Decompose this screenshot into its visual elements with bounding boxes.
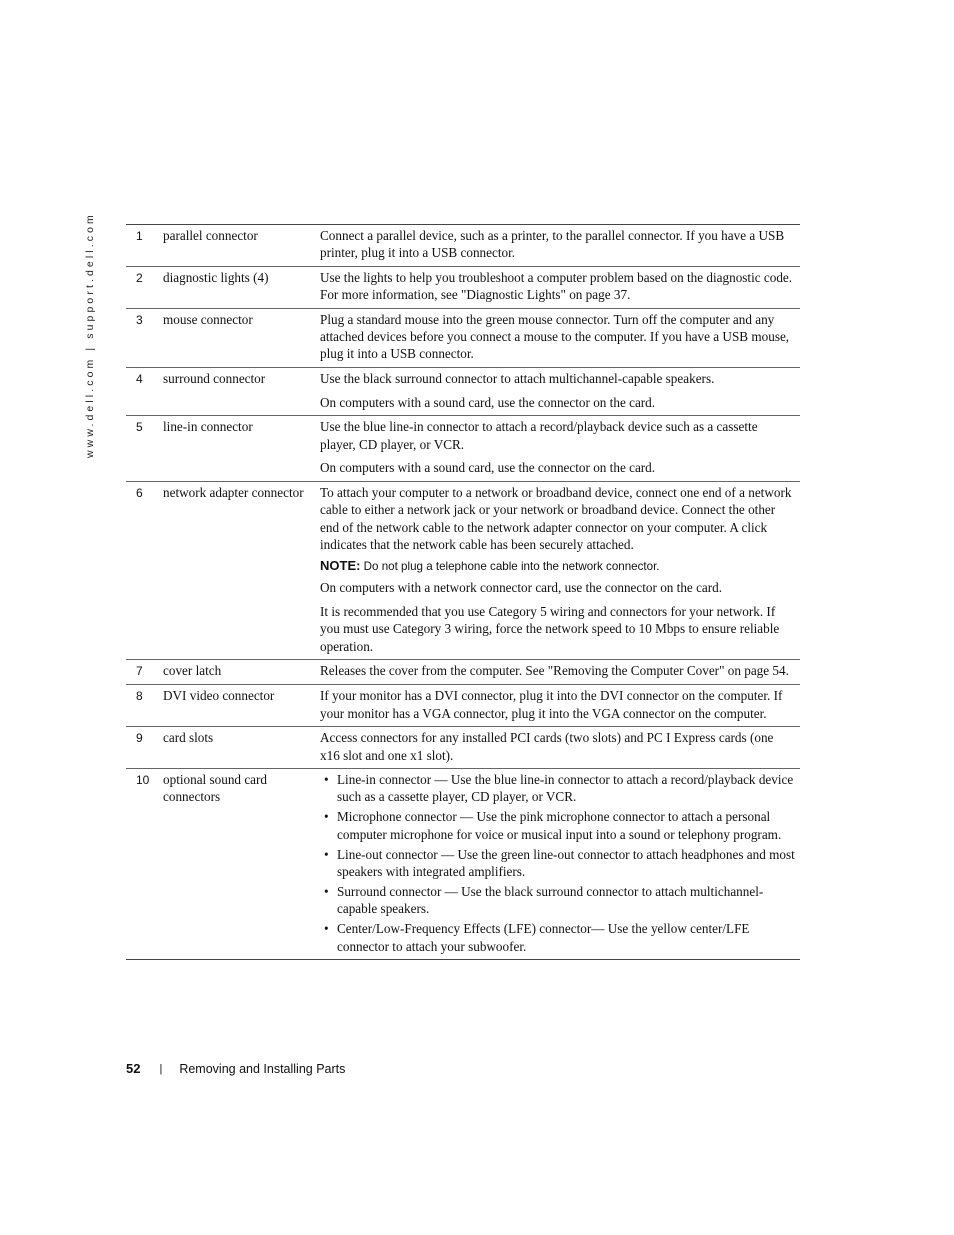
connector-table <box>126 224 800 960</box>
row-number: 8 <box>136 689 143 704</box>
footer-separator: | <box>159 1062 163 1075</box>
connector-description <box>320 370 800 411</box>
row-number: 9 <box>136 731 143 746</box>
description-paragraph: It is recommended that you use Category 5 wiring and connectors for your network. If you must use Category 3 wiring, force the network speed to 10 Mbps to ensure reliable operation. <box>320 603 780 654</box>
table-row <box>126 225 800 266</box>
table-row <box>126 726 800 768</box>
list-item: • Line-in connector — Use the blue line-in connector to attach a record/playback device such as a cassette player, CD player, or VCR. <box>320 771 796 806</box>
connector-description <box>320 269 800 304</box>
list-item: • Line-out connector — Use the green line-out connector to attach headphones and most speakers with integrated amplifiers. <box>320 846 796 881</box>
row-number: 3 <box>136 312 143 327</box>
connector-name: card slots <box>163 730 214 746</box>
table-row <box>126 684 800 726</box>
connector-name: line-in connector <box>163 419 253 435</box>
table-row <box>126 367 800 415</box>
row-number: 6 <box>136 485 143 500</box>
connector-name: surround connector <box>163 370 266 386</box>
table-row <box>126 266 800 308</box>
table-row <box>126 415 800 481</box>
description-paragraph: If your monitor has a DVI connector, plug it into the DVI connector on the computer. If your monitor has a VGA connector, plug it into the VGA connector on the computer. <box>320 688 783 721</box>
connector-name: parallel connector <box>163 228 258 243</box>
list-item: • Surround connector — Use the black surround connector to attach multichannel-capable speakers. <box>320 883 796 918</box>
connector-name: network adapter connector <box>163 484 304 500</box>
table-row <box>126 768 800 959</box>
description-paragraph: Access connectors for any installed PCI cards (two slots) and PC I Express cards (one x16 slot and one x1 slot). <box>320 730 774 763</box>
description-paragraph: On computers with a sound card, use the connector on the card. <box>320 460 656 476</box>
description-paragraph: Use the black surround connector to attach multichannel-capable speakers. <box>320 370 715 386</box>
connector-description <box>320 227 800 262</box>
page-number: 52 <box>126 1061 141 1076</box>
row-number: 7 <box>136 664 143 679</box>
list-item: • Center/Low-Frequency Effects (LFE) connector— Use the yellow center/LFE connector to attach your subwoofer. <box>320 920 796 955</box>
connector-description <box>320 484 800 655</box>
table-row <box>126 481 800 659</box>
description-paragraph: Plug a standard mouse into the green mouse connector. Turn off the computer and any attached devices before you connect a mouse to the computer. If you have a USB mouse, plug it into a USB connector. <box>320 311 790 362</box>
connector-name: diagnostic lights (4) <box>163 269 269 285</box>
note-text: Do not plug a telephone cable into the network connector. <box>360 559 660 573</box>
description-paragraph: Connect a parallel device, such as a printer, to the parallel connector. If you have a USB printer, plug it into a USB connector. <box>320 228 785 261</box>
side-url-text: www.dell.com | support.dell.com <box>84 212 96 458</box>
section-title: Removing and Installing Parts <box>179 1061 346 1076</box>
connector-description <box>320 662 800 680</box>
page-footer <box>126 1061 345 1076</box>
connector-description <box>320 771 800 955</box>
description-paragraph: Releases the cover from the computer. See "Removing the Computer Cover" on page 54. <box>320 663 789 679</box>
connector-description <box>320 418 800 477</box>
row-number: 4 <box>136 371 143 386</box>
description-paragraph: Use the lights to help you troubleshoot a computer problem based on the diagnostic code. For more information, see "Diagnostic Lights" on page 37. <box>320 269 793 303</box>
connector-name: mouse connector <box>163 311 253 327</box>
bullet-list <box>320 771 796 955</box>
note <box>320 557 796 575</box>
row-number: 1 <box>136 229 143 243</box>
description-paragraph: On computers with a network connector card, use the connector on the card. <box>320 579 723 595</box>
list-item: • Microphone connector — Use the pink microphone connector to attach a personal computer microphone for voice or musical input into a sound or telephony program. <box>320 808 796 843</box>
connector-name: optional sound card connectors <box>163 772 268 805</box>
description-paragraph: Use the blue line-in connector to attach a record/playback device such as a cassette player, CD player, or VCR. <box>320 419 758 452</box>
connector-description <box>320 729 800 764</box>
connector-description <box>320 687 800 722</box>
description-paragraph: On computers with a sound card, use the connector on the card. <box>320 394 656 410</box>
row-number: 5 <box>136 420 143 435</box>
description-paragraph: To attach your computer to a network or broadband device, connect one end of a network cable to either a network jack or your network or broadband device. Connect the other end of the network cable to the network adapter connector on your computer. A click indicates that the network cable has been securely attached. <box>320 484 792 553</box>
table-row <box>126 659 800 684</box>
connector-name: cover latch <box>163 663 222 679</box>
connector-name: DVI video connector <box>163 688 275 704</box>
row-number: 10 <box>136 773 150 788</box>
table-row <box>126 308 800 367</box>
connector-description <box>320 311 800 363</box>
row-number: 2 <box>136 270 143 285</box>
note-label: NOTE: <box>320 557 361 573</box>
